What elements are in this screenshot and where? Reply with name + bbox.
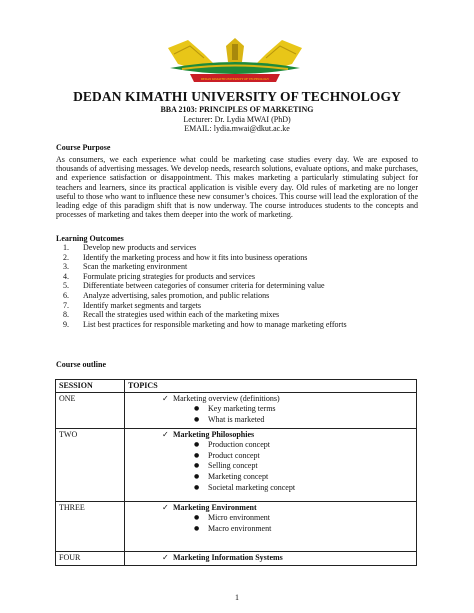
- topic: ✓ Marketing overview (definitions): [162, 394, 280, 403]
- column-header-session: SESSION: [56, 380, 125, 393]
- list-item: 1. Develop new products and services: [63, 243, 197, 252]
- subtopic: ● Key marketing terms: [194, 404, 276, 414]
- email: EMAIL: lydia.mwai@dkut.ac.ke: [184, 124, 290, 133]
- page-number: 1: [235, 593, 239, 602]
- university-logo: [160, 36, 310, 88]
- topics-cell: [125, 552, 417, 566]
- list-item: 3. Scan the marketing environment: [63, 262, 188, 272]
- bullet-icon: ●: [194, 524, 200, 532]
- checkmark-icon: ✓: [162, 430, 169, 439]
- table-header-row: [56, 380, 417, 393]
- bullet-icon: ●: [194, 405, 200, 413]
- topic: ✓ Marketing Environment: [162, 503, 257, 512]
- session-cell: THREE: [56, 502, 125, 552]
- checkmark-icon: ✓: [162, 394, 169, 403]
- list-item: 2. Identify the marketing process and how it fits into business operations: [63, 252, 308, 262]
- subtopic: ● Societal marketing concept: [194, 482, 296, 492]
- subtopic: ● What is marketed: [194, 414, 265, 424]
- subtopic: ● Macro environment: [194, 523, 272, 533]
- subtopic-list: [128, 404, 413, 425]
- checkmark-icon: ✓: [162, 553, 169, 562]
- subtopic-list: [128, 513, 413, 534]
- session-cell: ONE: [56, 393, 125, 429]
- table-row: [56, 552, 417, 566]
- topics-cell: [125, 429, 417, 502]
- bullet-icon: ●: [194, 451, 200, 459]
- subtopic: ● Micro environment: [194, 513, 270, 523]
- lecturer: Lecturer: Dr. Lydia MWAI (PhD): [183, 115, 291, 124]
- list-item: 9. List best practices for responsible marketing and how to manage marketing efforts: [63, 319, 347, 329]
- bullet-icon: ●: [194, 483, 200, 491]
- bullet-icon: ●: [194, 472, 200, 480]
- subtopic: ● Marketing concept: [194, 471, 269, 481]
- session-cell: FOUR: [56, 552, 125, 566]
- university-title: DEDAN KIMATHI UNIVERSITY OF TECHNOLOGY: [73, 89, 401, 104]
- subtopic: ● Production concept: [194, 440, 270, 450]
- bullet-icon: ●: [194, 415, 200, 423]
- bullet-icon: ●: [194, 462, 200, 470]
- subtopic: ● Product concept: [194, 450, 260, 460]
- topics-cell: [125, 393, 417, 429]
- table-row: [56, 429, 417, 502]
- course-code: BBA 2103: PRINCIPLES OF MARKETING: [160, 105, 314, 114]
- learning-outcomes-list: [56, 243, 436, 329]
- course-purpose-heading: Course Purpose: [56, 143, 111, 152]
- bullet-icon: ●: [194, 441, 200, 449]
- table-row: [56, 502, 417, 552]
- topic: ✓ Marketing Philosophies: [162, 430, 255, 439]
- column-header-topics: TOPICS: [125, 380, 417, 393]
- table-row: [56, 393, 417, 429]
- logo-motto: DEDAN KIMATHI UNIVERSITY OF TECHNOLOGY: [200, 77, 270, 81]
- course-outline-table: [55, 379, 417, 566]
- list-item: 5. Differentiate between categories of consumer criteria for determining value: [63, 281, 325, 291]
- course-outline-heading: Course outline: [56, 360, 106, 369]
- bullet-icon: ●: [194, 514, 200, 522]
- list-item: 8. Recall the strategies used within each of the marketing mixes: [63, 310, 280, 320]
- subtopic-list: [128, 440, 413, 493]
- list-item: 6. Analyze advertising, sales promotion, and public relations: [63, 290, 270, 300]
- course-purpose-text: As consumers, we each experience what could be marketing case studies every day. We are exposed to thousands of advertising messages. We develop needs, research solutions, evaluate options, and make purchases, and experience satisfaction or disappointment. This makes marketing a particularly stimulating subject for teachers and learners, since its practical application is visible every day. Old rules of marketing are no longer useful to those who want to influence these new consumer’s choices. This course will lead the exploration of the leading edge of this paradigm shift that is now underway. The course introduces students to the concepts and processes of marketing and takes them deeper into the work of marketing.: [56, 155, 418, 220]
- session-cell: TWO: [56, 429, 125, 502]
- learning-outcomes-heading: Learning Outcomes: [56, 234, 124, 243]
- topic: ✓ Marketing Information Systems: [162, 553, 283, 562]
- checkmark-icon: ✓: [162, 503, 169, 512]
- list-item: 7. Identify market segments and targets: [63, 300, 202, 310]
- topics-cell: [125, 502, 417, 552]
- subtopic: ● Selling concept: [194, 461, 258, 471]
- list-item: 4. Formulate pricing strategies for products and services: [63, 271, 255, 281]
